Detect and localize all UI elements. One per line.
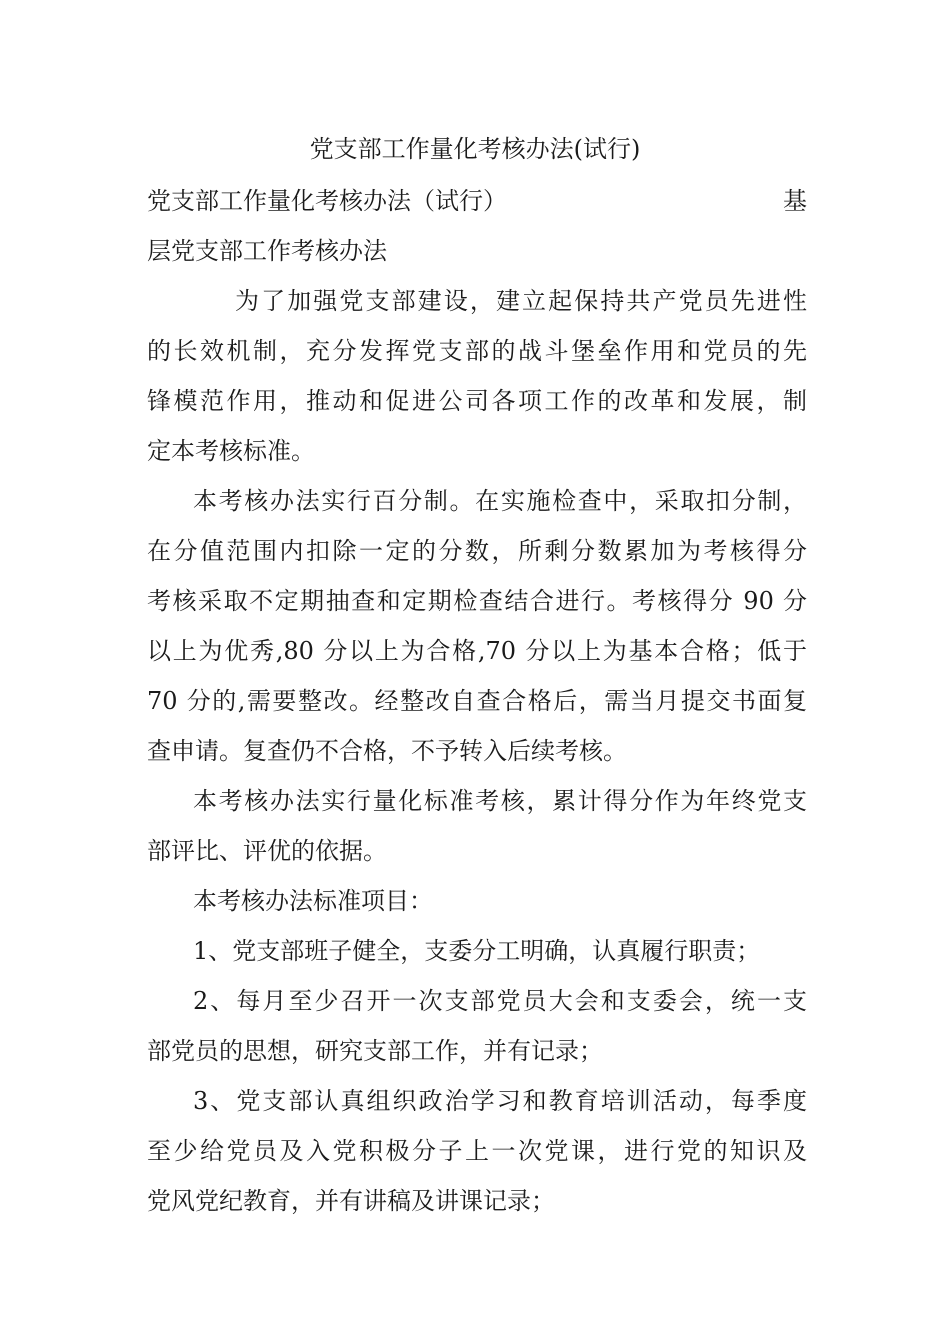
heading-line-1-left: 党支部工作量化考核办法（试行）: [147, 187, 507, 215]
paragraph-2-line: 70 分的,需要整改。经整改自查合格后，需当月提交书面复: [147, 687, 807, 715]
paragraph-3-line: 本考核办法实行量化标准考核，累计得分作为年终党支: [193, 787, 807, 815]
paragraph-1-line: 定本考核标准。: [147, 437, 315, 465]
paragraph-2-line: 在分值范围内扣除一定的分数，所剩分数累加为考核得分: [147, 537, 807, 565]
paragraph-1-line: 锋模范作用，推动和促进公司各项工作的改革和发展，制: [147, 387, 807, 415]
paragraph-2-line: 考核采取不定期抽查和定期检查结合进行。考核得分 90 分: [147, 587, 807, 615]
item-1-line: 1、党支部班子健全，支委分工明确，认真履行职责；: [193, 937, 761, 965]
item-3-line: 至少给党员及入党积极分子上一次党课，进行党的知识及: [147, 1137, 807, 1165]
paragraph-2-line: 查申请。复查仍不合格，不予转入后续考核。: [147, 737, 627, 765]
item-2-line: 部党员的思想，研究支部工作，并有记录；: [147, 1037, 603, 1065]
heading-line-1: [147, 183, 807, 219]
document-title: 党支部工作量化考核办法(试行): [309, 135, 641, 163]
paragraph-2-line: 本考核办法实行百分制。在实施检查中，采取扣分制，: [193, 487, 807, 515]
paragraph-1-line: 为了加强党支部建设，建立起保持共产党员先进性: [235, 287, 807, 315]
item-3-line: 3、党支部认真组织政治学习和教育培训活动，每季度: [193, 1087, 807, 1115]
paragraph-2-line: 以上为优秀,80 分以上为合格,70 分以上为基本合格；低于: [147, 637, 807, 665]
paragraph-4-line: 本考核办法标准项目：: [193, 887, 433, 915]
paragraph-1-line: 的长效机制，充分发挥党支部的战斗堡垒作用和党员的先: [147, 337, 807, 365]
item-2-line: 2、每月至少召开一次支部党员大会和支委会，统一支: [193, 987, 807, 1015]
heading-line-1-right: 基: [783, 187, 807, 215]
heading-line-2: 层党支部工作考核办法: [147, 237, 387, 265]
item-3-line: 党风党纪教育，并有讲稿及讲课记录；: [147, 1187, 555, 1215]
paragraph-3-line: 部评比、评优的依据。: [147, 837, 387, 865]
